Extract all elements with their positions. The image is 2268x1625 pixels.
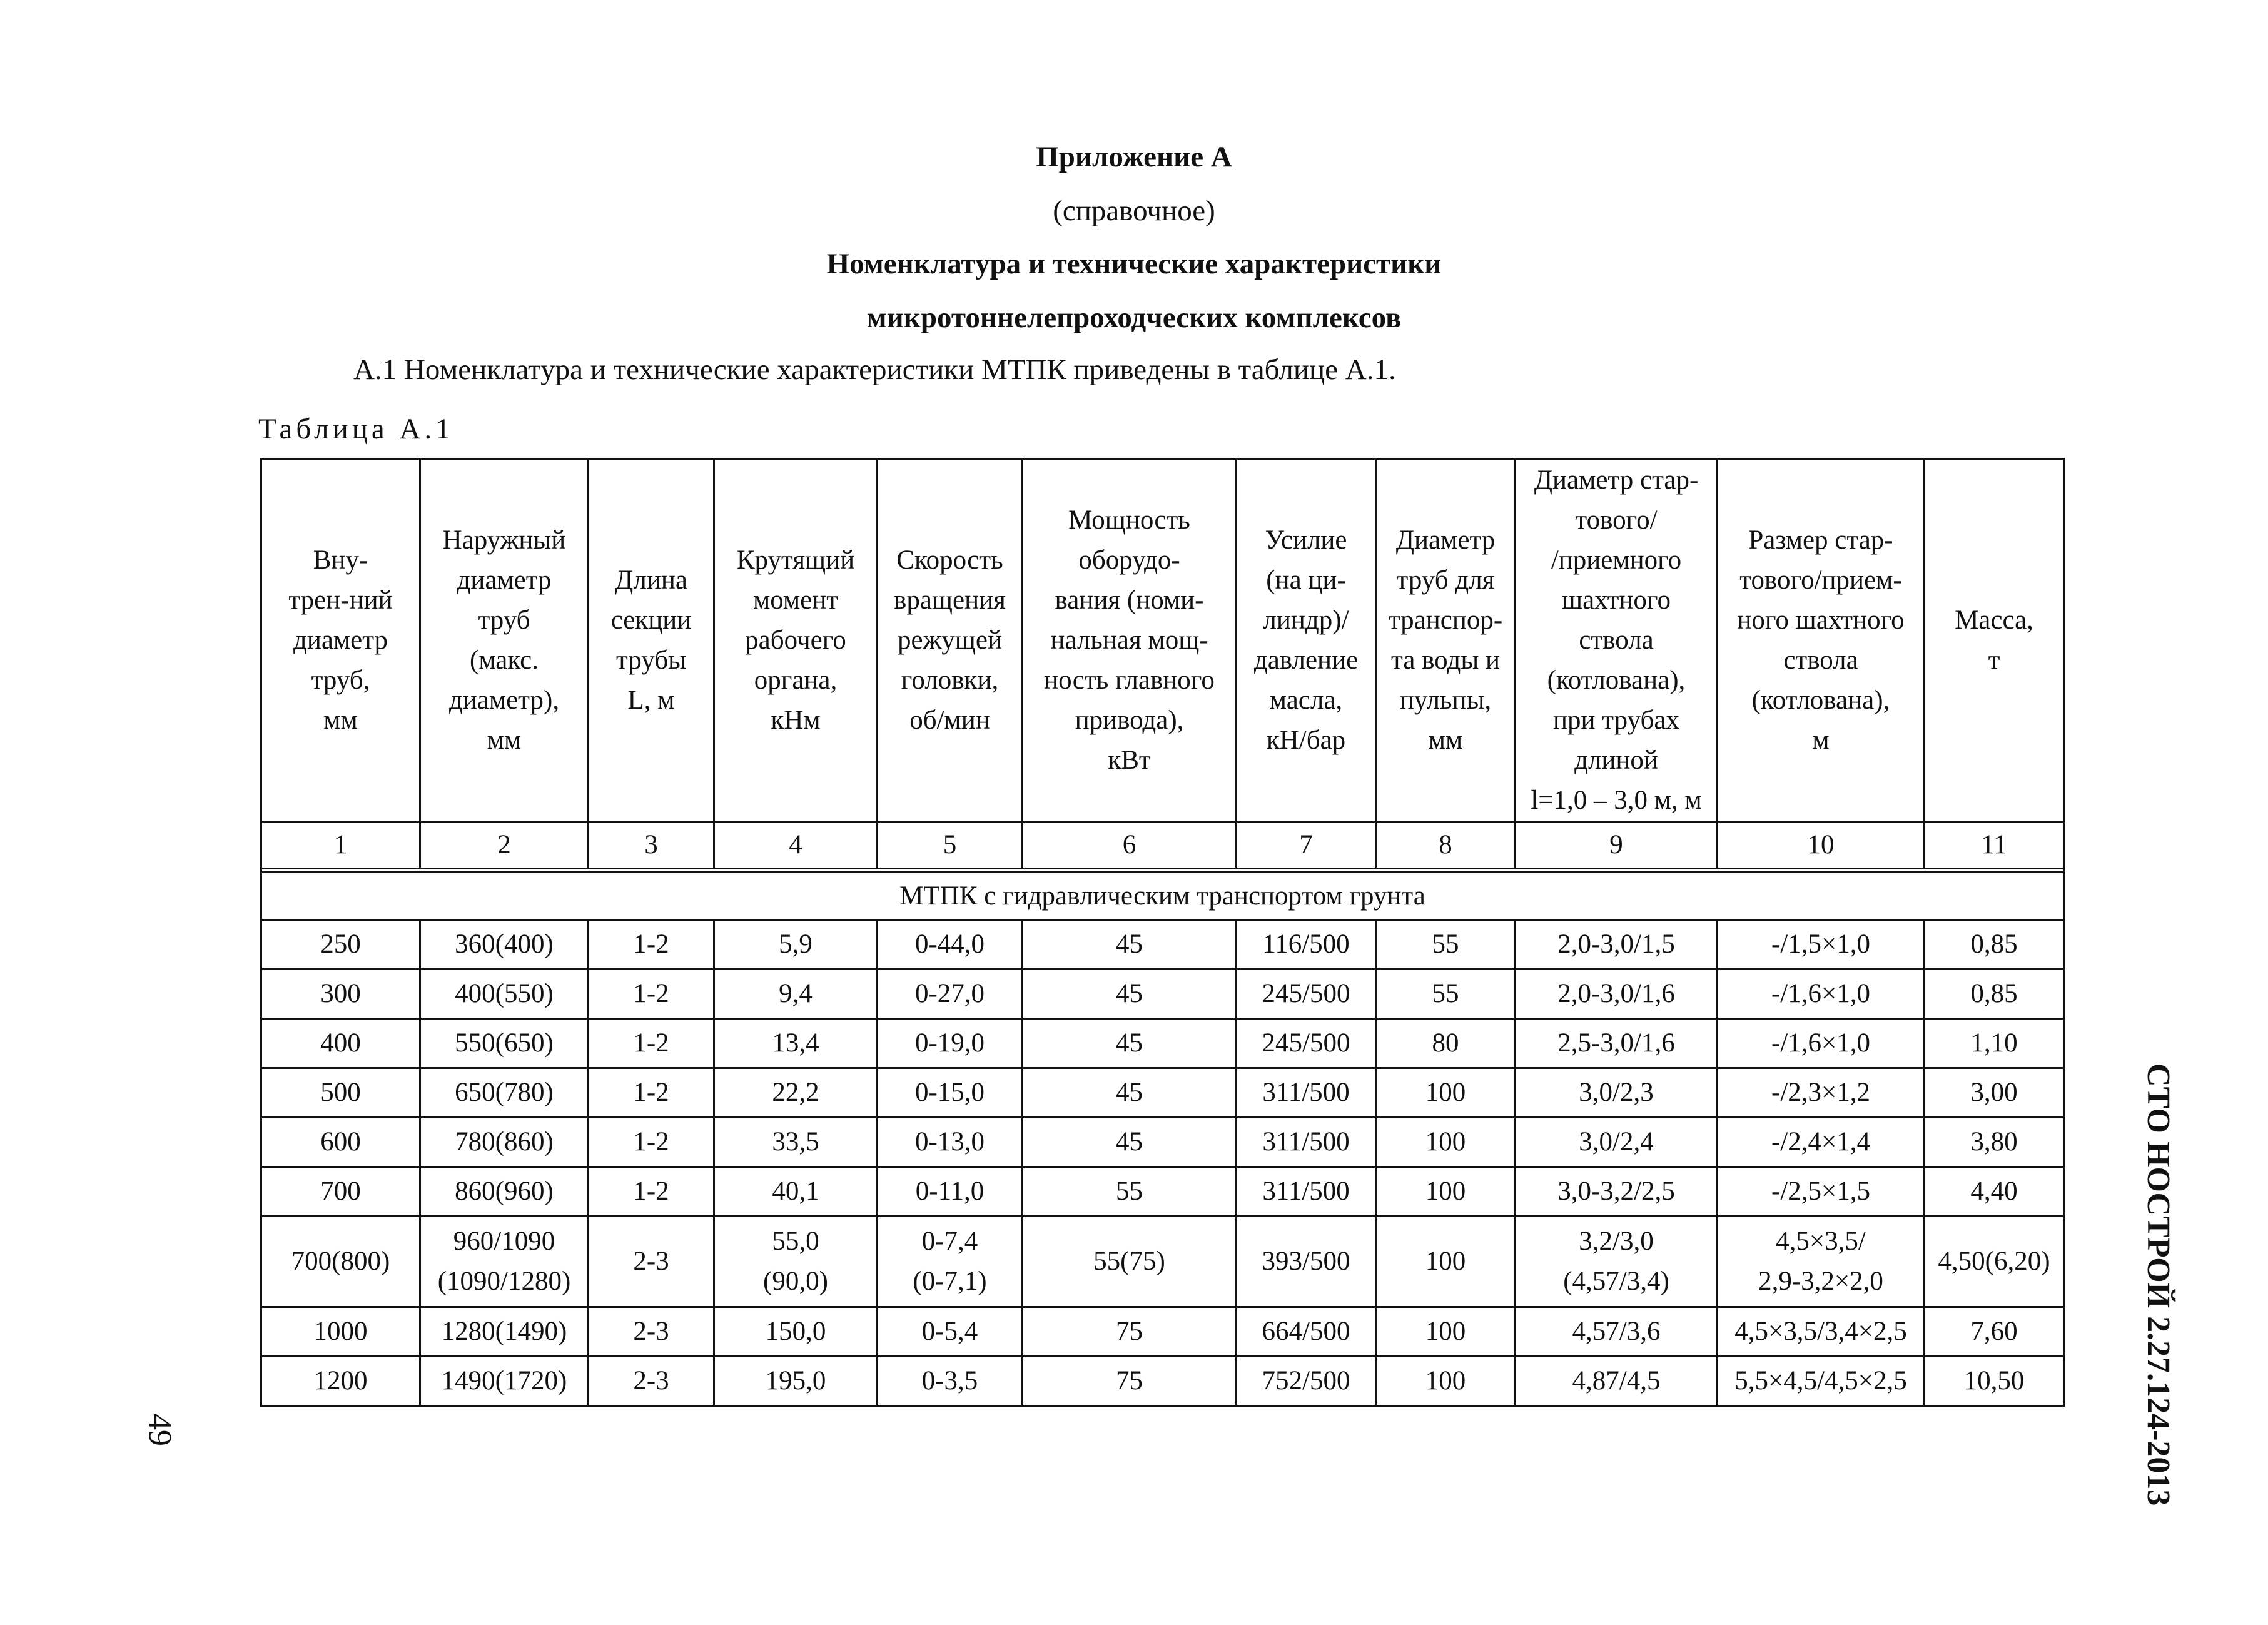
table-cell: 0-7,4 (0-7,1)	[878, 1217, 1023, 1307]
table-cell: 4,40	[1925, 1167, 2064, 1217]
table-cell: 100	[1376, 1167, 1516, 1217]
table-cell: 3,00	[1925, 1068, 2064, 1118]
table-cell: 0-27,0	[878, 969, 1023, 1019]
table-cell: 75	[1023, 1357, 1237, 1406]
table-cell: 780(860)	[420, 1118, 589, 1167]
table-cell: 40,1	[714, 1167, 878, 1217]
table-cell: 1200	[261, 1357, 420, 1406]
table-cell: 10,50	[1925, 1357, 2064, 1406]
appendix-type: (справочное)	[1053, 195, 1215, 227]
table-cell: 500	[261, 1068, 420, 1118]
table-cell: 33,5	[714, 1118, 878, 1167]
table-cell: 1490(1720)	[420, 1357, 589, 1406]
column-number-row	[261, 822, 2064, 869]
column-header-6: Мощность оборудо- вания (номи- нальная мощ- ность главного привода), кВт	[1023, 459, 1237, 822]
table-cell: 0-44,0	[878, 920, 1023, 969]
table-cell: 4,5×3,5/ 2,9-3,2×2,0	[1718, 1217, 1925, 1307]
table-cell: 22,2	[714, 1068, 878, 1118]
table-cell: 1,10	[1925, 1019, 2064, 1068]
column-number-11: 11	[1925, 822, 2064, 869]
table-row	[261, 1307, 2064, 1357]
table-cell: 360(400)	[420, 920, 589, 969]
table-cell: 9,4	[714, 969, 878, 1019]
table-cell: 400	[261, 1019, 420, 1068]
column-number-2: 2	[420, 822, 589, 869]
column-header-3: Длина секции трубы L, м	[589, 459, 714, 822]
table-cell: 45	[1023, 1019, 1237, 1068]
table-cell: 2,0-3,0/1,6	[1516, 969, 1718, 1019]
table-cell: 4,57/3,6	[1516, 1307, 1718, 1357]
table-cell: 0-11,0	[878, 1167, 1023, 1217]
table-cell: 860(960)	[420, 1167, 589, 1217]
document-code: СТО НОСТРОЙ 2.27.124-2013	[2140, 1063, 2176, 1506]
intro-paragraph: А.1 Номенклатура и технические характеристики МТПК приведены в таблице А.1.	[353, 353, 1396, 386]
table-cell: 650(780)	[420, 1068, 589, 1118]
table-cell: 45	[1023, 920, 1237, 969]
column-number-1: 1	[261, 822, 420, 869]
table-cell: 1-2	[589, 1068, 714, 1118]
table-cell: 3,2/3,0 (4,57/3,4)	[1516, 1217, 1718, 1307]
table-cell: -/1,5×1,0	[1718, 920, 1925, 969]
table-caption: Таблица А.1	[258, 413, 454, 445]
table-cell: 0-13,0	[878, 1118, 1023, 1167]
table-cell: 3,0/2,4	[1516, 1118, 1718, 1167]
column-number-10: 10	[1718, 822, 1925, 869]
column-header-11: Масса, т	[1925, 459, 2064, 822]
table-cell: 55,0 (90,0)	[714, 1217, 878, 1307]
column-header-7: Усилие (на ци- линдр)/ давление масла, кН/бар	[1237, 459, 1376, 822]
column-number-8: 8	[1376, 822, 1516, 869]
table-cell: -/1,6×1,0	[1718, 969, 1925, 1019]
table-cell: 45	[1023, 1068, 1237, 1118]
column-number-3: 3	[589, 822, 714, 869]
table-cell: 4,5×3,5/3,4×2,5	[1718, 1307, 1925, 1357]
table-cell: 45	[1023, 969, 1237, 1019]
table-cell: 0,85	[1925, 969, 2064, 1019]
column-header-9: Диаметр стар- тового/ /приемного шахтного ствола (котлована), при трубах длиной l=1,0 – 3,0 м, м	[1516, 459, 1718, 822]
column-header-4: Крутящий момент рабочего органа, кНм	[714, 459, 878, 822]
table-cell: 2-3	[589, 1217, 714, 1307]
table-cell: 116/500	[1237, 920, 1376, 969]
table-cell: 1-2	[589, 969, 714, 1019]
section-title-line1: Номенклатура и технические характеристики	[826, 248, 1442, 280]
table-cell: 2-3	[589, 1307, 714, 1357]
table-cell: 1-2	[589, 1167, 714, 1217]
table-cell: 1-2	[589, 1019, 714, 1068]
table-cell: 3,80	[1925, 1118, 2064, 1167]
table-cell: 100	[1376, 1217, 1516, 1307]
table-cell: 55	[1023, 1167, 1237, 1217]
table-cell: 0,85	[1925, 920, 2064, 969]
table-cell: 0-5,4	[878, 1307, 1023, 1357]
group-title: МТПК с гидравлическим транспортом грунта	[261, 873, 2064, 920]
table-cell: 75	[1023, 1307, 1237, 1357]
section-title-line2: микротоннелепроходческих комплексов	[866, 301, 1402, 334]
table-cell: 550(650)	[420, 1019, 589, 1068]
table-cell: 393/500	[1237, 1217, 1376, 1307]
table-cell: 100	[1376, 1118, 1516, 1167]
table-cell: 100	[1376, 1357, 1516, 1406]
table-cell: 80	[1376, 1019, 1516, 1068]
table-cell: 600	[261, 1118, 420, 1167]
column-header-1: Вну- трен-ний диаметр труб, мм	[261, 459, 420, 822]
table-cell: 1280(1490)	[420, 1307, 589, 1357]
table-cell: -/2,3×1,2	[1718, 1068, 1925, 1118]
specifications-table	[260, 458, 2065, 1407]
table-cell: 2,0-3,0/1,5	[1516, 920, 1718, 969]
table-cell: 700	[261, 1167, 420, 1217]
table-cell: 400(550)	[420, 969, 589, 1019]
table-cell: 45	[1023, 1118, 1237, 1167]
table-row	[261, 1068, 2064, 1118]
table-cell: 150,0	[714, 1307, 878, 1357]
table-cell: 1000	[261, 1307, 420, 1357]
table-cell: 300	[261, 969, 420, 1019]
table-cell: 4,87/4,5	[1516, 1357, 1718, 1406]
table-cell: 100	[1376, 1307, 1516, 1357]
table-row	[261, 920, 2064, 969]
column-number-7: 7	[1237, 822, 1376, 869]
column-header-5: Скорость вращения режущей головки, об/мин	[878, 459, 1023, 822]
table-cell: 960/1090 (1090/1280)	[420, 1217, 589, 1307]
appendix-title: Приложение А	[1036, 141, 1232, 173]
table-cell: 0-19,0	[878, 1019, 1023, 1068]
table-cell: 311/500	[1237, 1167, 1376, 1217]
table-cell: -/1,6×1,0	[1718, 1019, 1925, 1068]
table-cell: 13,4	[714, 1019, 878, 1068]
table-row	[261, 1357, 2064, 1406]
table-row	[261, 1217, 2064, 1307]
table-cell: 245/500	[1237, 1019, 1376, 1068]
table-cell: 250	[261, 920, 420, 969]
table-row	[261, 969, 2064, 1019]
column-number-4: 4	[714, 822, 878, 869]
table-cell: 700(800)	[261, 1217, 420, 1307]
column-number-5: 5	[878, 822, 1023, 869]
table-cell: 0-15,0	[878, 1068, 1023, 1118]
table-cell: -/2,4×1,4	[1718, 1118, 1925, 1167]
column-number-9: 9	[1516, 822, 1718, 869]
table-cell: 55	[1376, 920, 1516, 969]
table-cell: 3,0-3,2/2,5	[1516, 1167, 1718, 1217]
table-cell: 4,50(6,20)	[1925, 1217, 2064, 1307]
table-cell: 100	[1376, 1068, 1516, 1118]
table-cell: 664/500	[1237, 1307, 1376, 1357]
table-cell: 0-3,5	[878, 1357, 1023, 1406]
table-cell: 311/500	[1237, 1118, 1376, 1167]
table-cell: 3,0/2,3	[1516, 1068, 1718, 1118]
table-row	[261, 1167, 2064, 1217]
column-header-10: Размер стар- тового/прием- ного шахтного ствола (котлована), м	[1718, 459, 1925, 822]
table-header-row	[261, 459, 2064, 822]
table-cell: 311/500	[1237, 1068, 1376, 1118]
table-cell: 1-2	[589, 920, 714, 969]
table-cell: 5,9	[714, 920, 878, 969]
group-row	[261, 873, 2064, 920]
table-row	[261, 1118, 2064, 1167]
table-cell: -/2,5×1,5	[1718, 1167, 1925, 1217]
table-cell: 2-3	[589, 1357, 714, 1406]
table-cell: 1-2	[589, 1118, 714, 1167]
table-cell: 5,5×4,5/4,5×2,5	[1718, 1357, 1925, 1406]
table-cell: 55	[1376, 969, 1516, 1019]
table-cell: 752/500	[1237, 1357, 1376, 1406]
table-cell: 245/500	[1237, 969, 1376, 1019]
table-cell: 2,5-3,0/1,6	[1516, 1019, 1718, 1068]
table-cell: 55(75)	[1023, 1217, 1237, 1307]
table-cell: 7,60	[1925, 1307, 2064, 1357]
column-number-6: 6	[1023, 822, 1237, 869]
table-row	[261, 1019, 2064, 1068]
column-header-2: Наружный диаметр труб (макс. диаметр), мм	[420, 459, 589, 822]
table-cell: 195,0	[714, 1357, 878, 1406]
column-header-8: Диаметр труб для транспор- та воды и пульпы, мм	[1376, 459, 1516, 822]
page-number: 49	[142, 1414, 178, 1446]
